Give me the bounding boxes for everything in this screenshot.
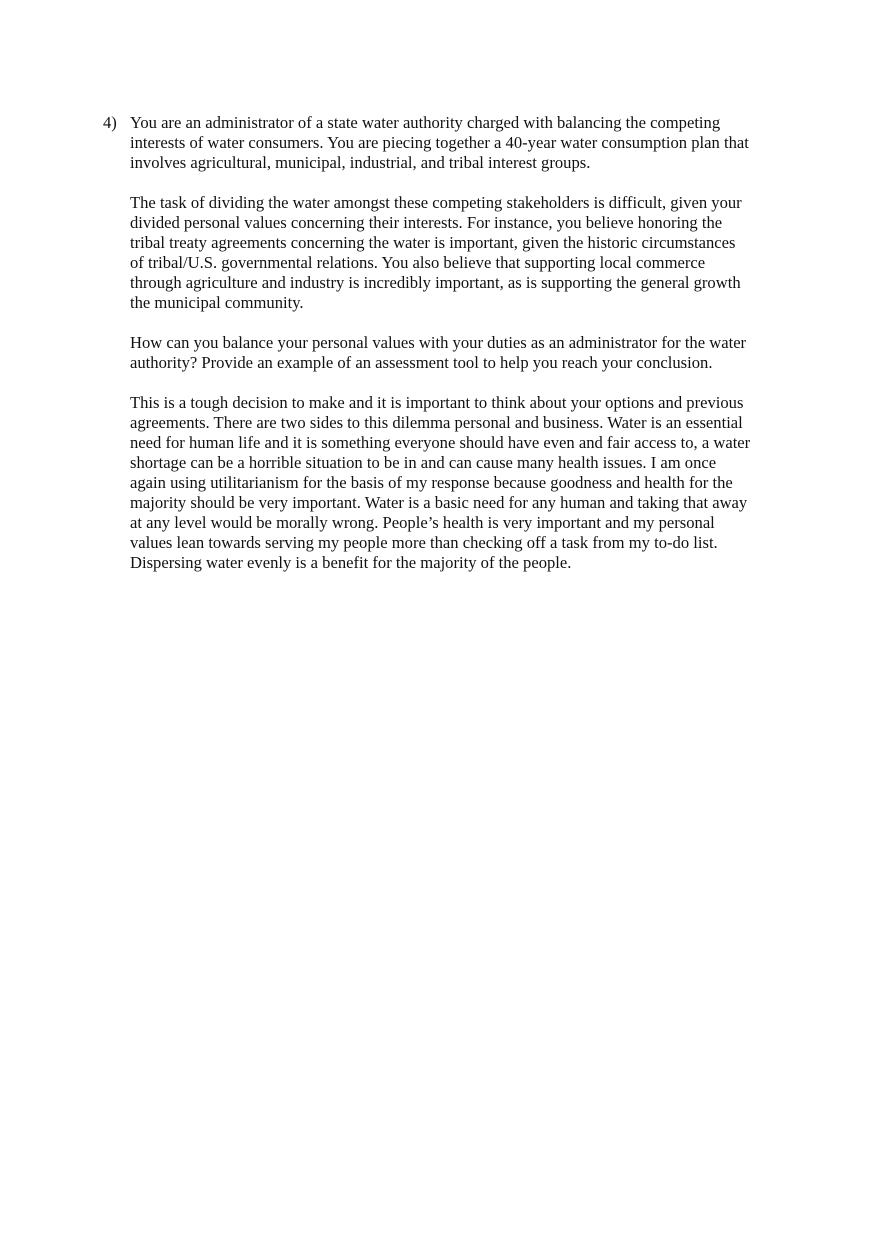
text-line: majority should be very important. Water is a basic need for any human and taking that away (130, 493, 748, 512)
text-line: divided personal values concerning their interests. For instance, you believe honoring the (130, 213, 723, 232)
numbered-item (103, 113, 783, 573)
text-line: You are an administrator of a state water authority charged with balancing the competing (130, 113, 721, 132)
text-line: through agriculture and industry is incredibly important, as is supporting the general growth (130, 273, 741, 292)
text-line: the municipal community. (130, 293, 304, 312)
text-line: agreements. There are two sides to this dilemma personal and business. Water is an essential (130, 413, 743, 432)
text-line: The task of dividing the water amongst these competing stakeholders is difficult, given your (130, 193, 742, 212)
text-line: at any level would be morally wrong. People’s health is very important and my personal (130, 513, 715, 532)
text-line: How can you balance your personal values with your duties as an administrator for the water (130, 333, 747, 352)
question-paragraph (130, 113, 783, 173)
text-line: again using utilitarianism for the basis of my response because goodness and health for the (130, 473, 733, 492)
item-body (130, 113, 783, 573)
text-line: values lean towards serving my people more than checking off a task from my to-do list. (130, 533, 718, 552)
text-line: shortage can be a horrible situation to be in and can cause many health issues. I am once (130, 453, 717, 472)
answer-paragraph (130, 393, 783, 573)
text-line: authority? Provide an example of an assessment tool to help you reach your conclusion. (130, 353, 713, 372)
text-line: tribal treaty agreements concerning the water is important, given the historic circumstances (130, 233, 736, 252)
text-line: Dispersing water evenly is a benefit for the majority of the people. (130, 553, 572, 572)
text-line: need for human life and it is something everyone should have even and fair access to, a water (130, 433, 751, 452)
item-number: 4) (103, 113, 117, 132)
context-paragraph (130, 193, 783, 313)
text-line: involves agricultural, municipal, industrial, and tribal interest groups. (130, 153, 591, 172)
prompt-paragraph (130, 333, 783, 373)
text-line: This is a tough decision to make and it is important to think about your options and previous (130, 393, 744, 412)
text-line: of tribal/U.S. governmental relations. You also believe that supporting local commerce (130, 253, 706, 272)
text-line: interests of water consumers. You are piecing together a 40-year water consumption plan that (130, 133, 749, 152)
